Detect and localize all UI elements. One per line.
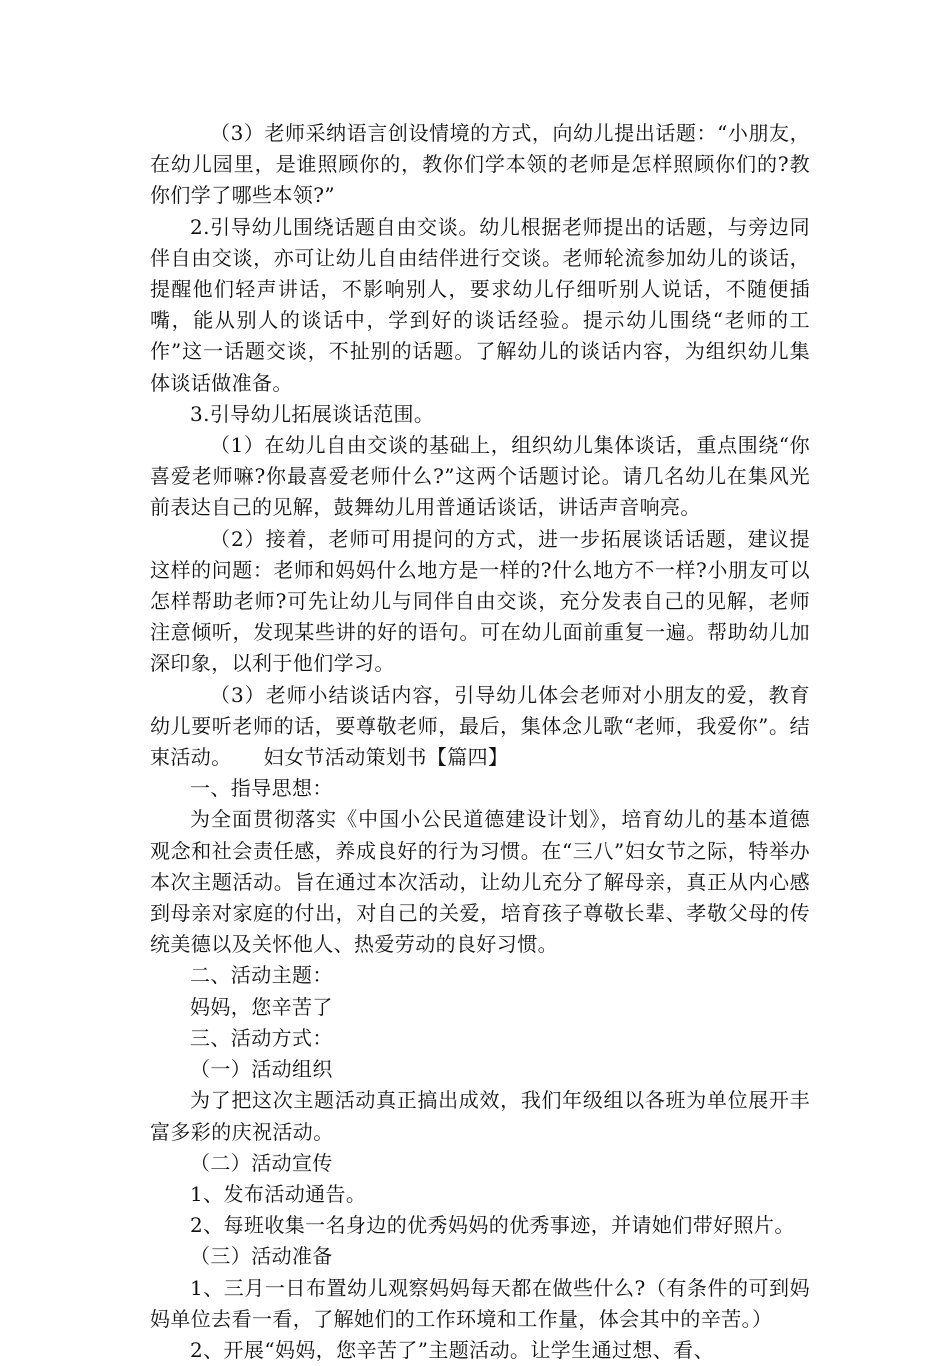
section-heading-part-four: 妇女节活动策划书【篇四】 — [263, 745, 509, 770]
paragraph-6 — [150, 680, 810, 774]
list-item-preparation-1: 1、三月一日布置幼儿观察妈妈每天都在做些什么?（有条件的可到妈妈单位去看一看，了解她们的工作环境和工作量，体会其中的辛苦。） — [150, 1275, 810, 1331]
paragraph-6-text: （3）老师小结谈话内容，引导幼儿体会老师对小朋友的爱，教育幼儿要听老师的话，要尊敬老师，最后，集体念儿歌“老师，我爱你”。结束活动。 — [150, 682, 810, 770]
list-item-preparation-2: 2、开展“妈妈，您辛苦了”主题活动。让学生通过想、看、 — [190, 1337, 714, 1362]
list-item-publicity-2: 2、每班收集一名身边的优秀妈妈的优秀事迹，并请她们带好照片。 — [190, 1213, 795, 1238]
paragraph-5: （2）接着，老师可用提问的方式，进一步拓展谈话话题，建议提这样的问题：老师和妈妈什么地方是一样的?什么地方不一样?小朋友可以怎样帮助老师?可先让幼儿与同伴自由交谈，充分发表自己的见解，老师注意倾听，发现某些讲的好的语句。可在幼儿面前重复一遍。帮助幼儿加深印象，以利于他们学习。 — [150, 526, 810, 676]
subheading-organization: （一）活动组织 — [190, 1057, 333, 1082]
heading-activity-theme: 二、活动主题： — [190, 963, 333, 988]
paragraph-2: 2.引导幼儿围绕话题自由交谈。幼儿根据老师提出的话题，与旁边同伴自由交谈，亦可让幼儿自由结伴进行交谈。老师轮流参加幼儿的谈话，提醒他们轻声讲话，不影响别人，要求幼儿仔细听别人说话，不随便插嘴，能从别人的谈话中，学到好的谈话经验。提示幼儿围绕“老师的工作”这一话题交谈，不扯别的话题。了解幼儿的谈话内容，为组织幼儿集体谈话做准备。 — [150, 214, 810, 395]
document-page — [150, 118, 810, 1366]
paragraph-4: （1）在幼儿自由交谈的基础上，组织幼儿集体谈话，重点围绕“你喜爱老师嘛?你最喜爱老师什么?”这两个话题讨论。请几名幼儿在集风光前表达自己的见解，鼓舞幼儿用普通话谈话，讲话声音响亮。 — [150, 433, 810, 520]
paragraph-activity-theme: 妈妈，您辛苦了 — [190, 994, 333, 1019]
paragraph-3: 3.引导幼儿拓展谈话范围。 — [190, 401, 435, 426]
paragraph-organization: 为了把这次主题活动真正搞出成效，我们年级组以各班为单位展开丰富多彩的庆祝活动。 — [150, 1088, 810, 1144]
paragraph-1: （3）老师采纳语言创设情境的方式，向幼儿提出话题：“小朋友，在幼儿园里，是谁照顾你的，教你们学本领的老师是怎样照顾你们的?教你们学了哪些本领?” — [150, 121, 810, 208]
heading-activity-method: 三、活动方式： — [190, 1025, 333, 1050]
heading-guiding-thought: 一、指导思想： — [190, 776, 333, 801]
list-item-publicity-1: 1、发布活动通告。 — [190, 1181, 367, 1206]
paragraph-guiding-thought: 为全面贯彻落实《中国小公民道德建设计划》，培育幼儿的基本道德观念和社会责任感，养成良好的行为习惯。在“三八”妇女节之际，特举办本次主题活动。旨在通过本次活动，让幼儿充分了解母亲，真正从内心感到母亲对家庭的付出，对自己的关爱，培育孩子尊敬长辈、孝敬父母的传统美德以及关怀他人、热爱劳动的良好习惯。 — [150, 807, 810, 957]
subheading-publicity: （二）活动宣传 — [190, 1150, 333, 1175]
subheading-preparation: （三）活动准备 — [190, 1244, 333, 1269]
